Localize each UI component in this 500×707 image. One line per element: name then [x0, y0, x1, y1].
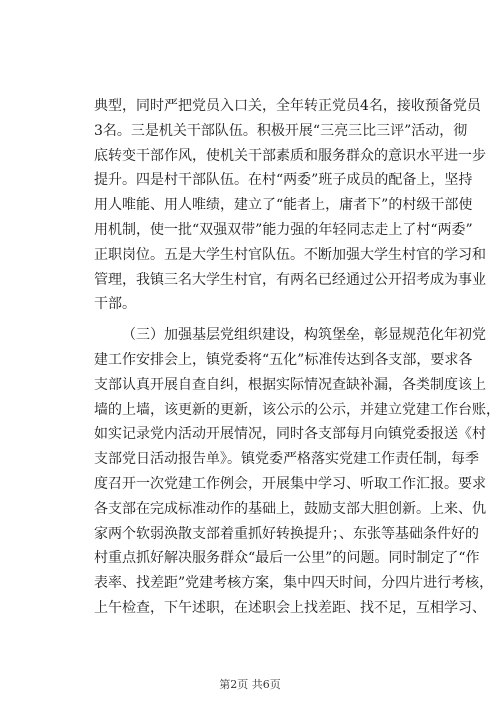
- text-line: 管理，我镇三名大学生村官，有两名已经通过公开招考成为事业: [94, 271, 486, 288]
- text-line: 3名。三是机关干部队伍。积极开展“三亮三比三评”活动，彻: [94, 122, 468, 139]
- text-line: 典型，同时严把党员入口关，全年转正党员4名，接收预备党员: [94, 98, 481, 114]
- text-line: 用机制，使一批“双强双带”能力强的年轻同志走上了村“两委”: [94, 221, 473, 238]
- text-line: 村重点抓好解决服务群众“最后一公里”的问题。同时制定了“作: [94, 550, 480, 567]
- text-line: 支部党日活动报告单》。镇党委严格落实党建工作责任制，每季: [94, 451, 479, 468]
- page-number: 第2页 共6页: [219, 678, 281, 691]
- text-line: 家两个软弱涣散支部着重抓好转换提升；、东张等基础条件好的: [94, 525, 479, 542]
- text-line: 用人唯能、用人唯绩，建立了“能者上，庸者下”的村级干部使: [94, 197, 473, 214]
- text-line: 干部。: [94, 296, 136, 313]
- text-line: 底转变干部作风，使机关干部素质和服务群众的意识水平进一步: [94, 147, 486, 164]
- text-line: （三）加强基层党组织建设，构筑堡垒，彰显规范化年初党: [122, 327, 486, 344]
- paragraph-2: [94, 323, 500, 621]
- text-line: 墙的上墙，该更新的更新，该公示的公示，并建立党建工作台账，: [94, 401, 500, 418]
- text-line: 上午检查，下午述职，在述职会上找差距、找不足，互相学习、: [94, 599, 486, 616]
- text-line: 支部认真开展自查自纠，根据实际情况查缺补漏，各类制度该上: [94, 376, 486, 393]
- paragraph-1: [94, 94, 486, 317]
- text-line: 正职岗位。五是大学生村官队伍。不断加强大学生村官的学习和: [94, 246, 486, 263]
- text-line: 各支部在完成标准动作的基础上，鼓励支部大胆创新。上来、仇: [94, 500, 486, 517]
- text-line: 度召开一次党建工作例会，开展集中学习、听取工作汇报。要求: [94, 475, 486, 492]
- text-line: 如实记录党内活动开展情况，同时各支部每月向镇党委报送《村: [94, 426, 486, 443]
- body-text: [94, 94, 500, 621]
- text-line: 提升。四是村干部队伍。在村“两委”班子成员的配备上，坚持: [94, 172, 473, 189]
- text-line: 建工作安排会上，镇党委将“五化”标准传达到各支部，要求各: [94, 351, 473, 368]
- text-line: 表率、找差距”党建考核方案，集中四天时间，分四片进行考核，: [94, 575, 494, 592]
